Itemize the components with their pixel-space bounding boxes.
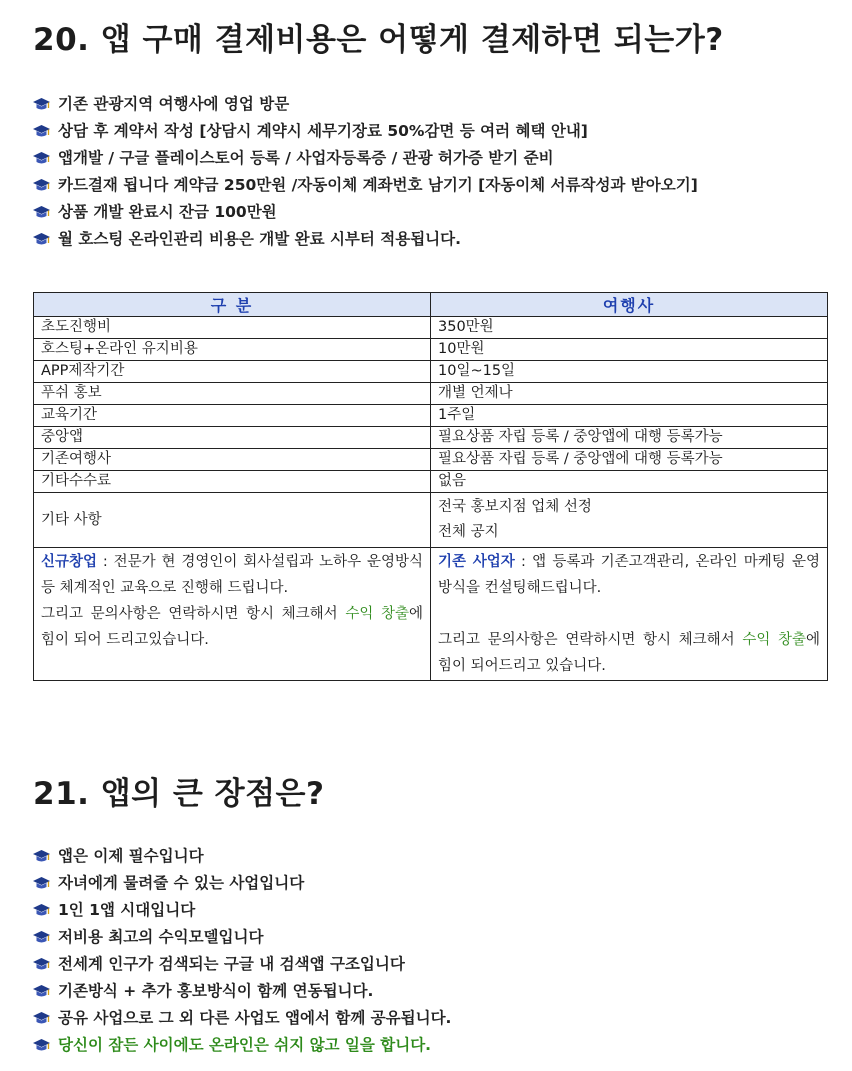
note-text: 에 힘이 되어드리고 있습니다. [438,632,820,674]
note-text: 그리고 문의사항은 연락하시면 항시 체크해서 [438,632,743,648]
note-highlight: 신규창업 [41,554,98,570]
list-item [33,199,698,226]
table-row [34,405,828,427]
note-paragraph [438,627,820,679]
list-item [33,843,451,870]
existing-business-note [431,548,828,681]
table-header-category: 구 분 [34,293,431,317]
note-spacer [438,601,820,627]
graduation-cap-icon [33,98,50,112]
bullet-text: 앱개발 / 구글 플레이스토어 등록 / 사업자등록증 / 관광 허가증 받기 준비 [58,149,554,167]
table-cell-value: 10만원 [431,339,828,361]
note-text: : 앱 등록과 기존고객관리, 온라인 마케팅 운영방식을 컨설팅해드립니다. [438,554,820,596]
table-row [34,317,828,339]
note-highlight: 기존 사업자 [438,554,515,570]
graduation-cap-icon [33,125,50,139]
bullet-text: 전세계 인구가 검색되는 구글 내 검색앱 구조입니다 [58,955,405,973]
bullet-text: 저비용 최고의 수익모델입니다 [58,928,264,946]
graduation-cap-icon [33,904,50,918]
list-item [33,91,698,118]
list-item [33,978,451,1005]
graduation-cap-icon [33,206,50,220]
bullet-text: 기존 관광지역 여행사에 영업 방문 [58,95,290,113]
table-cell-label: 기존여행사 [34,449,431,471]
table-header-travel-agency: 여행사 [431,293,828,317]
table-cell-label: 중앙앱 [34,427,431,449]
graduation-cap-icon [33,179,50,193]
table-cell-label: 교육기간 [34,405,431,427]
list-item [33,172,698,199]
table-cell-label: 초도진행비 [34,317,431,339]
table-row [34,493,828,548]
bullet-text: 카드결재 됩니다 계약금 250만원 /자동이체 계좌번호 남기기 [자동이체 서류작성과 받아오기] [58,176,698,194]
list-item [33,226,698,253]
graduation-cap-icon [33,877,50,891]
section-21-bullet-list [33,843,451,1059]
section-20-bullet-list [33,91,698,253]
list-item [33,924,451,951]
table-cell-value: 없음 [431,471,828,493]
table-cell-value: 350만원 [431,317,828,339]
list-item [33,897,451,924]
list-item [33,1032,451,1059]
table-cell-value: 필요상품 자립 등록 / 중앙앱에 대행 등록가능 [431,427,828,449]
bullet-text: 자녀에게 물려줄 수 있는 사업입니다 [58,874,305,892]
pricing-table [33,292,828,681]
table-cell-label: 기타 사항 [34,493,431,548]
table-cell-value: 필요상품 자립 등록 / 중앙앱에 대행 등록가능 [431,449,828,471]
table-cell-value: 1주일 [431,405,828,427]
bullet-text: 앱은 이제 필수입니다 [58,847,204,865]
table-header-row [34,293,828,317]
misc-line: 전국 홍보지점 업체 선정 [438,499,592,515]
section-21-title: 21. 앱의 큰 장점은? [33,776,325,812]
note-text: 에 힘이 되어 드리고있습니다. [41,606,423,648]
table-cell-value: 개별 언제나 [431,383,828,405]
note-paragraph [438,549,820,601]
note-paragraph [41,601,423,653]
new-startup-note [34,548,431,681]
graduation-cap-icon [33,985,50,999]
graduation-cap-icon [33,850,50,864]
table-cell-label: 푸쉬 홍보 [34,383,431,405]
table-cell-value: 10일~15일 [431,361,828,383]
table-row [34,427,828,449]
table-cell-label: 호스팅+온라인 유지비용 [34,339,431,361]
bullet-text: 1인 1앱 시대입니다 [58,901,196,919]
table-cell-label: APP제작기간 [34,361,431,383]
table-row [34,383,828,405]
bullet-text: 월 호스팅 온라인관리 비용은 개발 완료 시부터 적용됩니다. [58,230,462,248]
bullet-text: 상담 후 계약서 작성 [상담시 계약시 세무기장료 50%감면 등 여러 혜택 안내] [58,122,588,140]
bullet-text: 기존방식 + 추가 홍보방식이 함께 연동됩니다. [58,982,374,1000]
section-20-title: 20. 앱 구매 결제비용은 어떻게 결제하면 되는가? [33,22,724,58]
bullet-text: 공유 사업으로 그 외 다른 사업도 앱에서 함께 공유됩니다. [58,1009,452,1027]
table-row [34,449,828,471]
misc-line: 전체 공지 [438,524,499,540]
list-item [33,118,698,145]
graduation-cap-icon [33,931,50,945]
graduation-cap-icon [33,233,50,247]
table-cell-value [431,493,828,548]
graduation-cap-icon [33,152,50,166]
list-item [33,951,451,978]
note-text: 그리고 문의사항은 연락하시면 항시 체크해서 [41,606,346,622]
table-row [34,548,828,681]
list-item [33,145,698,172]
note-paragraph [41,549,423,601]
table-row [34,339,828,361]
table-cell-label: 기타수수료 [34,471,431,493]
graduation-cap-icon [33,1039,50,1053]
note-text: : 전문가 현 경영인이 회사설립과 노하우 운영방식등 체계적인 교육으로 진행해 드립니다. [41,554,423,596]
graduation-cap-icon [33,1012,50,1026]
note-green-text: 수익 창출 [742,632,806,648]
table-row [34,471,828,493]
table-row [34,361,828,383]
bullet-text: 상품 개발 완료시 잔금 100만원 [58,203,277,221]
bullet-text: 당신이 잠든 사이에도 온라인은 쉬지 않고 일을 합니다. [58,1036,432,1054]
list-item [33,1005,451,1032]
graduation-cap-icon [33,958,50,972]
note-green-text: 수익 창출 [345,606,409,622]
list-item [33,870,451,897]
